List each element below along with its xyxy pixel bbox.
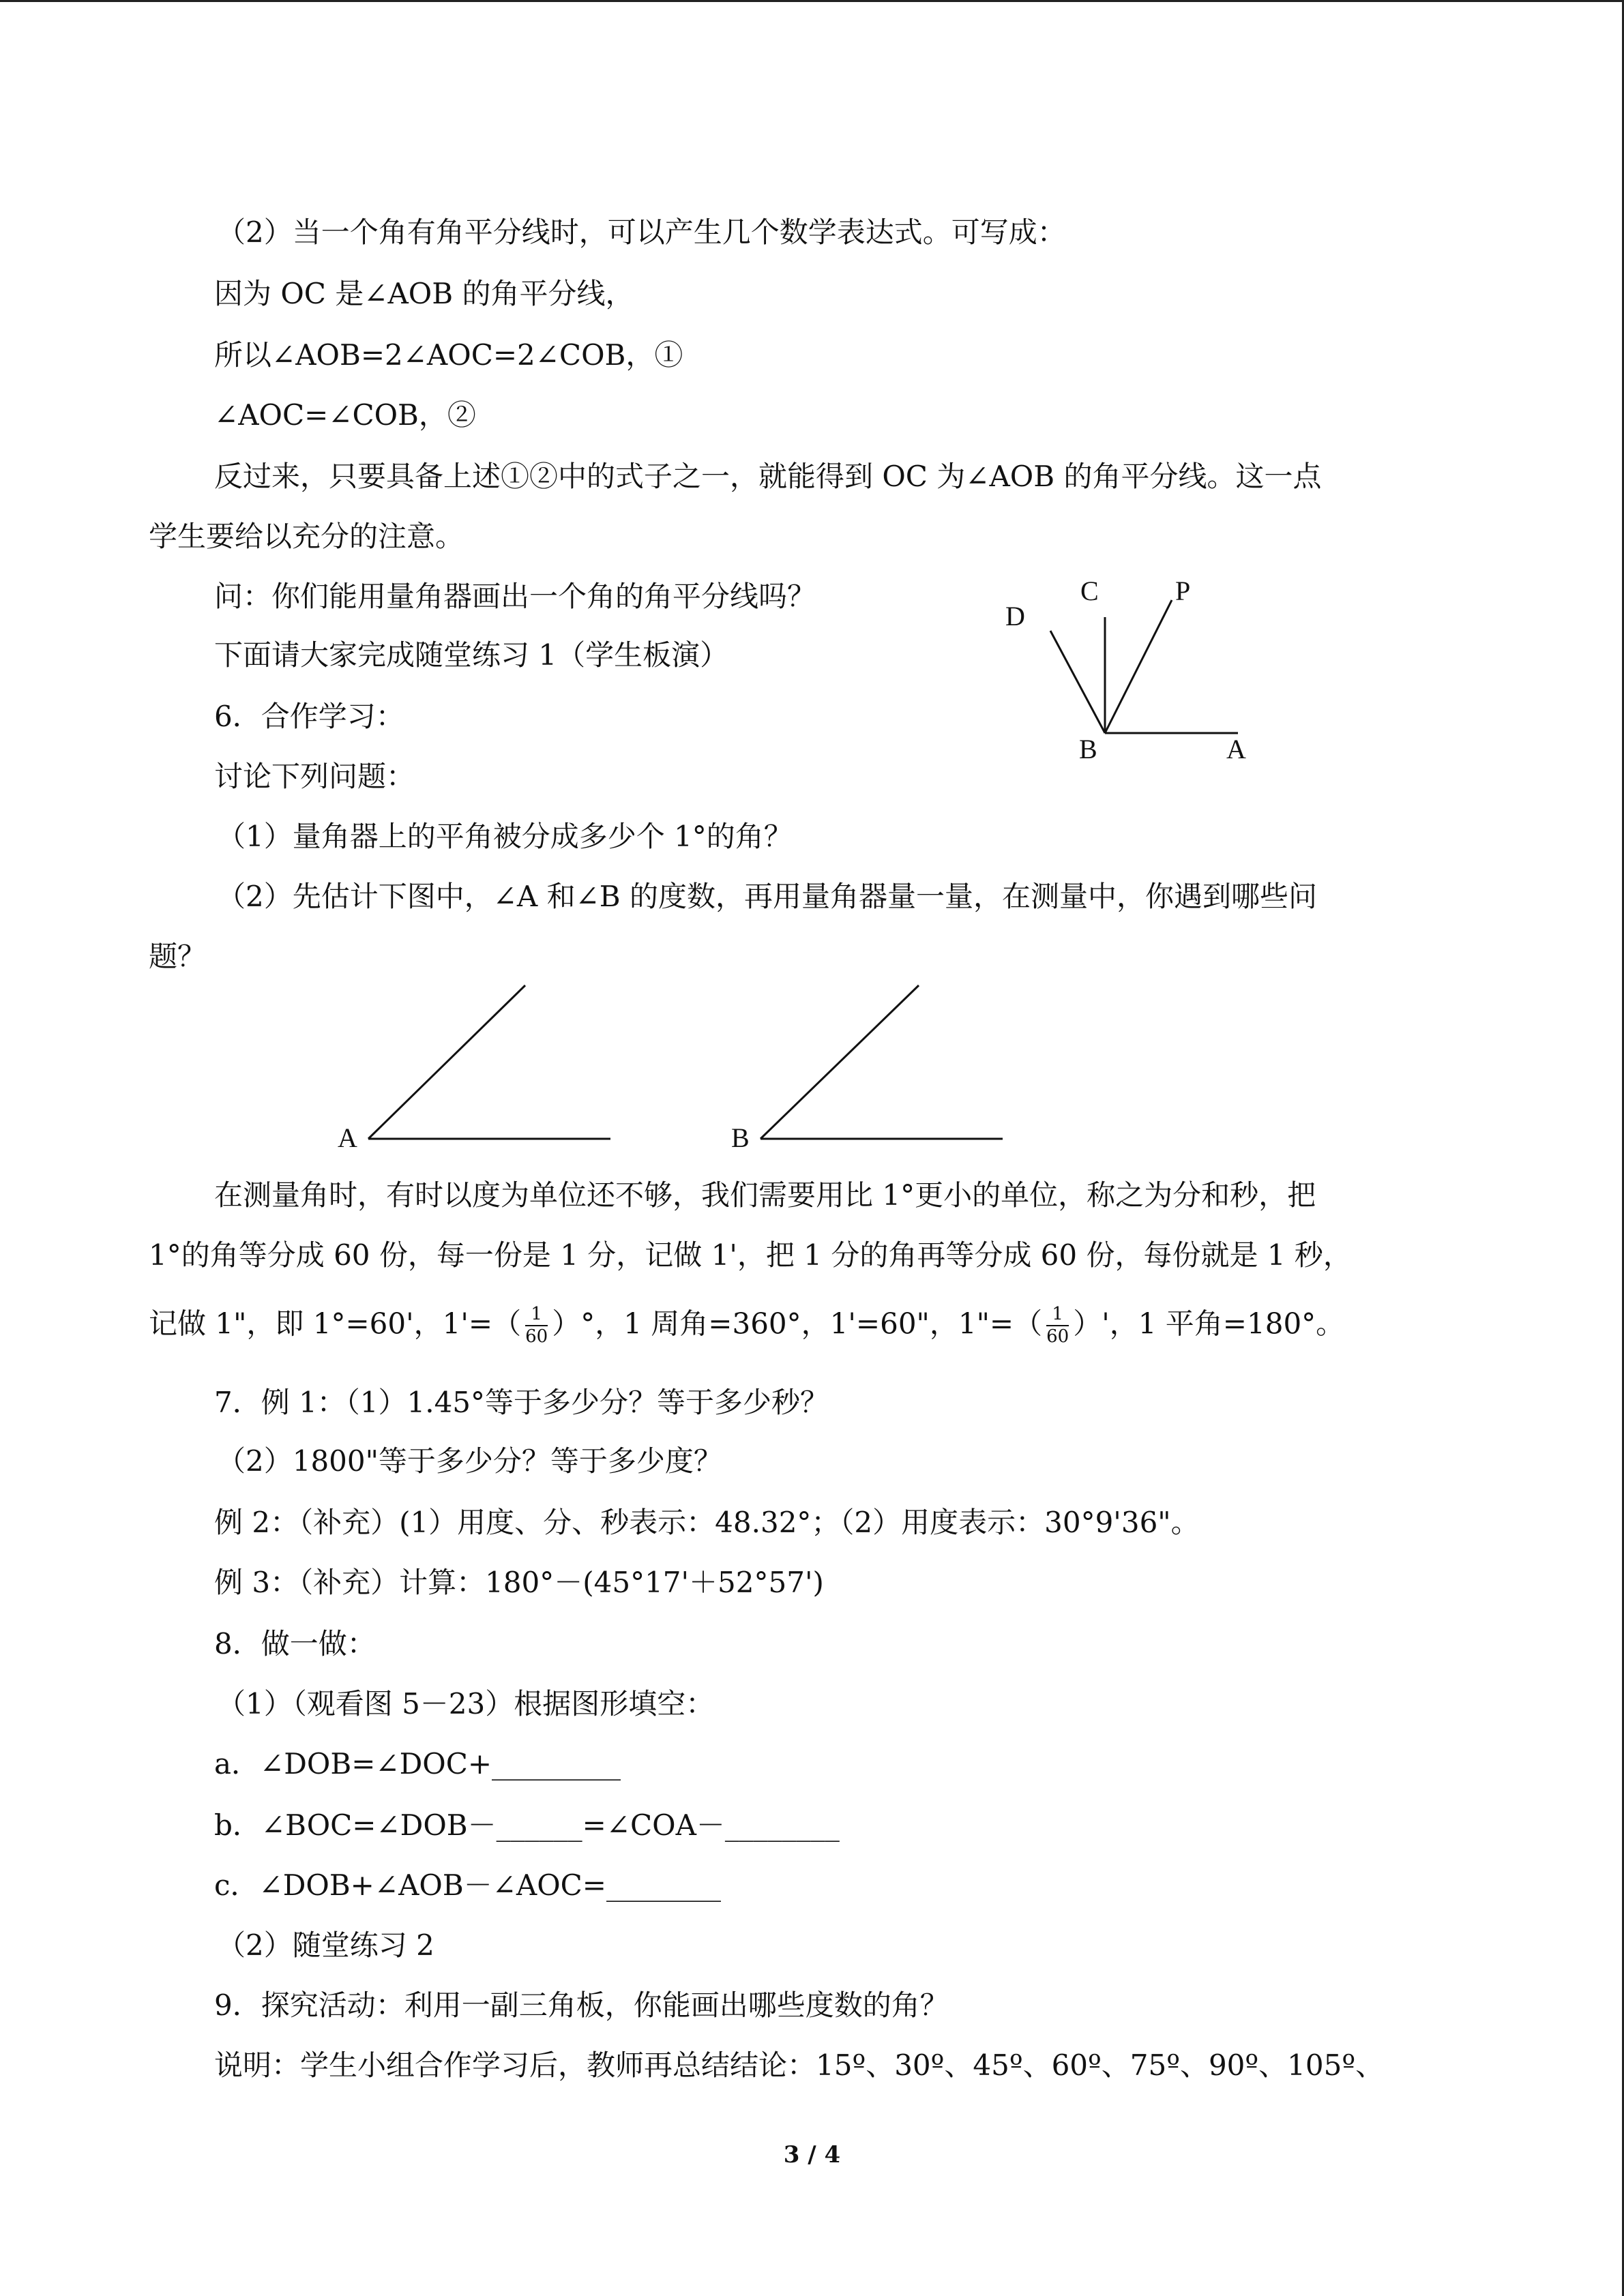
text-line: （2）1800"等于多少分？等于多少度？ — [217, 1444, 722, 1478]
label-a: A — [1226, 734, 1246, 764]
ray-bp — [1105, 600, 1172, 733]
text-line: （2）先估计下图中，∠A 和∠B 的度数，再用量角器量一量，在测量中，你遇到哪些问 — [217, 880, 1318, 913]
angle-a-side — [368, 985, 525, 1139]
text-line: 在测量角时，有时以度为单位还不够，我们需要用比 1°更小的单位，称之为分和秒，把 — [214, 1178, 1316, 1212]
text-line: 讨论下列问题： — [214, 760, 415, 793]
label-p: P — [1175, 580, 1191, 606]
bisector-figure — [996, 580, 1269, 771]
text-line: 下面请大家完成随堂练习 1（学生板演） — [214, 638, 729, 672]
text-line: 8．做一做： — [214, 1627, 376, 1660]
angle-b-side — [761, 985, 919, 1139]
fraction-numerator: 1 — [1046, 1305, 1069, 1326]
text-line: （2）随堂练习 2 — [217, 1928, 434, 1962]
text-line: ∠AOC=∠COB，② — [214, 398, 476, 432]
label-d: D — [1005, 601, 1025, 631]
text-line: 问：你们能用量角器画出一个角的角平分线吗？ — [214, 580, 816, 613]
text-line: 说明：学生小组合作学习后，教师再总结结论：15º、30º、45º、60º、75º、90º、105º、 — [214, 2048, 1385, 2082]
text-line: 9．探究活动：利用一副三角板，你能画出哪些度数的角？ — [214, 1988, 949, 2022]
text-line: 6．合作学习： — [214, 700, 404, 733]
fraction-denominator: 60 — [1046, 1326, 1069, 1347]
ray-bd — [1050, 631, 1105, 733]
text-line: 例 3：（补充）计算：180°－(45°17'＋52°57') — [214, 1566, 824, 1599]
text-line: 所以∠AOB=2∠AOC=2∠COB，① — [214, 338, 683, 372]
label-c: C — [1080, 580, 1099, 606]
text-line: 反过来，只要具备上述①②中的式子之一，就能得到 OC 为∠AOB 的角平分线。这一点 — [214, 460, 1322, 493]
label-angle-b: B — [731, 1122, 750, 1153]
fraction-numerator: 1 — [525, 1305, 548, 1326]
text-line-fractions — [149, 1305, 1344, 1347]
text-line: 1°的角等分成 60 份，每一份是 1 分，记做 1'，把 1 分的角再等分成 60 份，每份就是 1 秒， — [149, 1238, 1352, 1272]
text-line: （1）量角器上的平角被分成多少个 1°的角？ — [217, 820, 793, 853]
text-line: 7．例 1：（1）1.45°等于多少分？等于多少秒？ — [214, 1386, 829, 1419]
page-number: 3 / 4 — [783, 2141, 841, 2168]
text-line: 因为 OC 是∠AOB 的角平分线， — [214, 277, 634, 310]
fraction-denominator: 60 — [525, 1326, 548, 1347]
text-line: 例 2：（补充）(1）用度、分、秒表示：48.32°；（2）用度表示：30°9'36"。 — [214, 1506, 1200, 1539]
text-line: 题？ — [149, 940, 207, 973]
label-b: B — [1079, 734, 1097, 764]
text-segment: ）'，1 平角=180°。 — [1073, 1307, 1345, 1341]
text-segment: ）°，1 周角=360°，1'=60"，1"=（ — [552, 1307, 1043, 1341]
text-line: a．∠DOB=∠DOC+_________ — [214, 1747, 621, 1780]
text-line: （1）（观看图 5－23）根据图形填空： — [217, 1687, 715, 1720]
text-line: （2）当一个角有角平分线时，可以产生几个数学表达式。可写成： — [217, 215, 1066, 249]
text-line: b．∠BOC=∠DOB－______=∠COA－________ — [214, 1808, 840, 1842]
text-segment: 记做 1"，即 1°=60'，1'=（ — [149, 1307, 522, 1341]
text-line: 学生要给以充分的注意。 — [149, 520, 464, 553]
top-border — [0, 0, 1624, 2]
fraction-1-60 — [1046, 1305, 1069, 1347]
text-line: c．∠DOB+∠AOB－∠AOC=________ — [214, 1868, 721, 1902]
label-angle-a: A — [338, 1122, 357, 1153]
angles-figure — [327, 975, 1037, 1159]
fraction-1-60 — [525, 1305, 548, 1347]
